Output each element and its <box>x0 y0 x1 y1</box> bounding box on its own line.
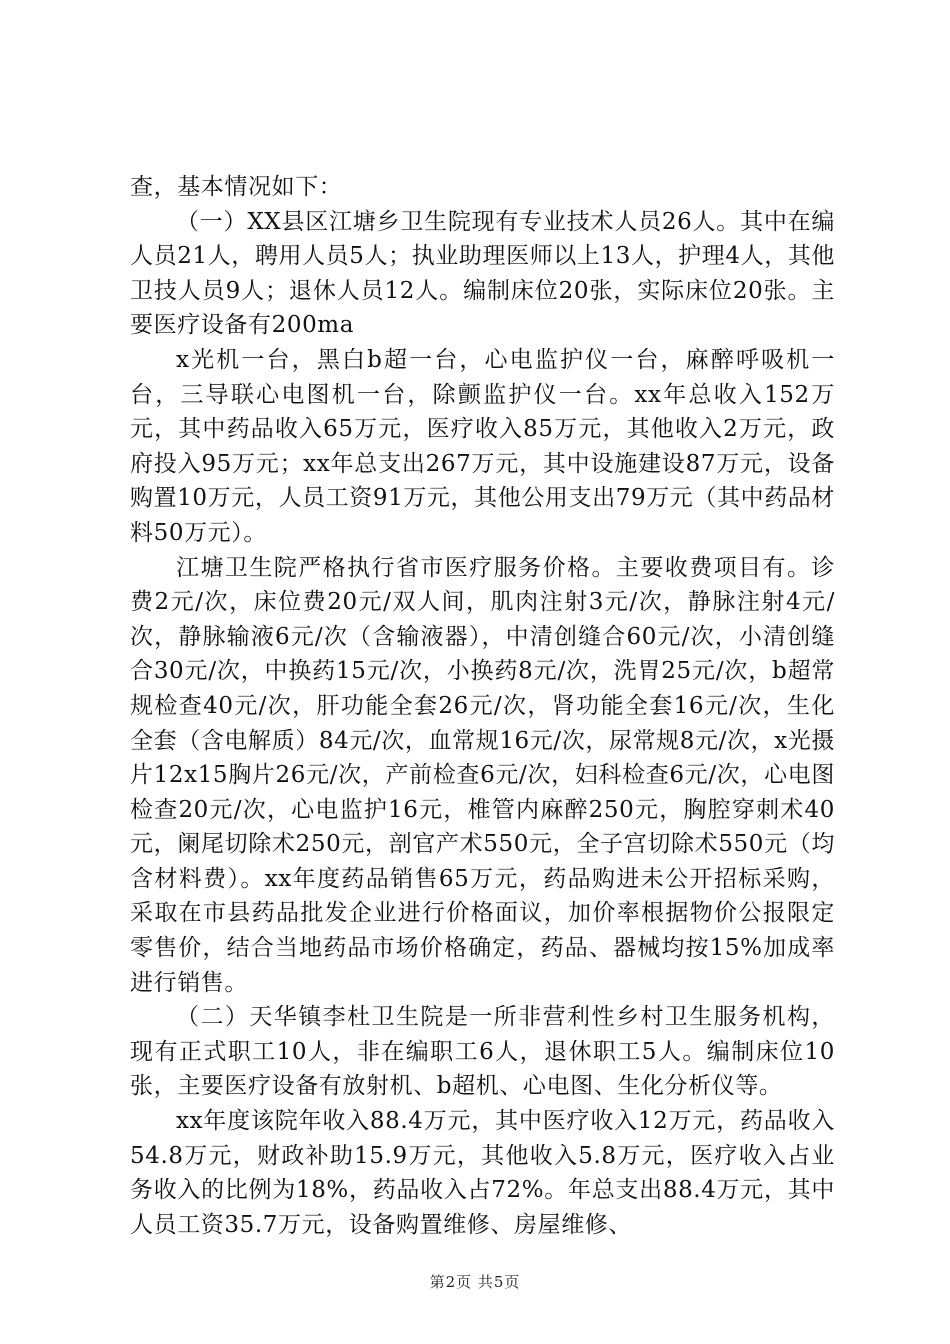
document-body <box>130 170 835 1242</box>
paragraph-jiangtang-staff: （一）XX县区江塘乡卫生院现有专业技术人员26人。其中在编人员21人，聘用人员5人；执业助理医师以上13人，护理4人，其他卫技人员9人；退休人员12人。编制床位20张，实际床位20张。主要医疗设备有200ma <box>130 208 835 339</box>
paragraph-lidu-finance: xx年度该院年收入88.4万元，其中医疗收入12万元，药品收入54.8万元，财政补助15.9万元，其他收入5.8万元，医疗收入占业务收入的比例为18%，药品收入占72%。年总支出88.4万元，其中人员工资35.7万元，设备购置维修、房屋维修、 <box>130 1108 835 1238</box>
paragraph-intro-continuation: 查，基本情况如下： <box>130 174 343 200</box>
paragraph-jiangtang-fees: 江塘卫生院严格执行省市医疗服务价格。主要收费项目有。诊费2元/次，床位费20元/双人间，肌肉注射3元/次，静脉注射4元/次，静脉输液6元/次（含输液器），中清创缝合60元/次，小清创缝合30元/次，中换药15元/次，小换药8元/次，洗胃25元/次，b超常规检查40元/次，肝功能全套26元/次，肾功能全套16元/次，生化全套（含电解质）84元/次，血常规16元/次，尿常规8元/次，x光摄片12x15胸片26元/次，产前检查6元/次，妇科检查6元/次，心电图检查20元/次，心电监护16元，椎管内麻醉250元，胸腔穿刺术40元，阑尾切除术250元，剖官产术550元，全子宫切除术550元（均含材料费）。xx年度药品销售65万元，药品购进未公开招标采购，采取在市县药品批发企业进行价格面议，加价率根据物价公报限定零售价，结合当地药品市场价格确定，药品、器械均按15%加成率进行销售。 <box>130 554 835 996</box>
paragraph-lidu-overview: （二）天华镇李杜卫生院是一所非营利性乡村卫生服务机构，现有正式职工10人，非在编职工6人，退休职工5人。编制床位10张，主要医疗设备有放射机、b超机、心电图、生化分析仪等。 <box>130 1004 835 1100</box>
paragraph-jiangtang-finance: x光机一台，黑白b超一台，心电监护仪一台，麻醉呼吸机一台，三导联心电图机一台，除颤监护仪一台。xx年总收入152万元，其中药品收入65万元，医疗收入85万元，其他收入2万元，政府投入95万元；xx年总支出267万元，其中设施建设87万元，设备购置10万元，人员工资91万元，其他公用支出79万元（其中药品材料50万元）。 <box>130 346 835 546</box>
page-number-footer: 第2页 共5页 <box>429 1273 521 1291</box>
